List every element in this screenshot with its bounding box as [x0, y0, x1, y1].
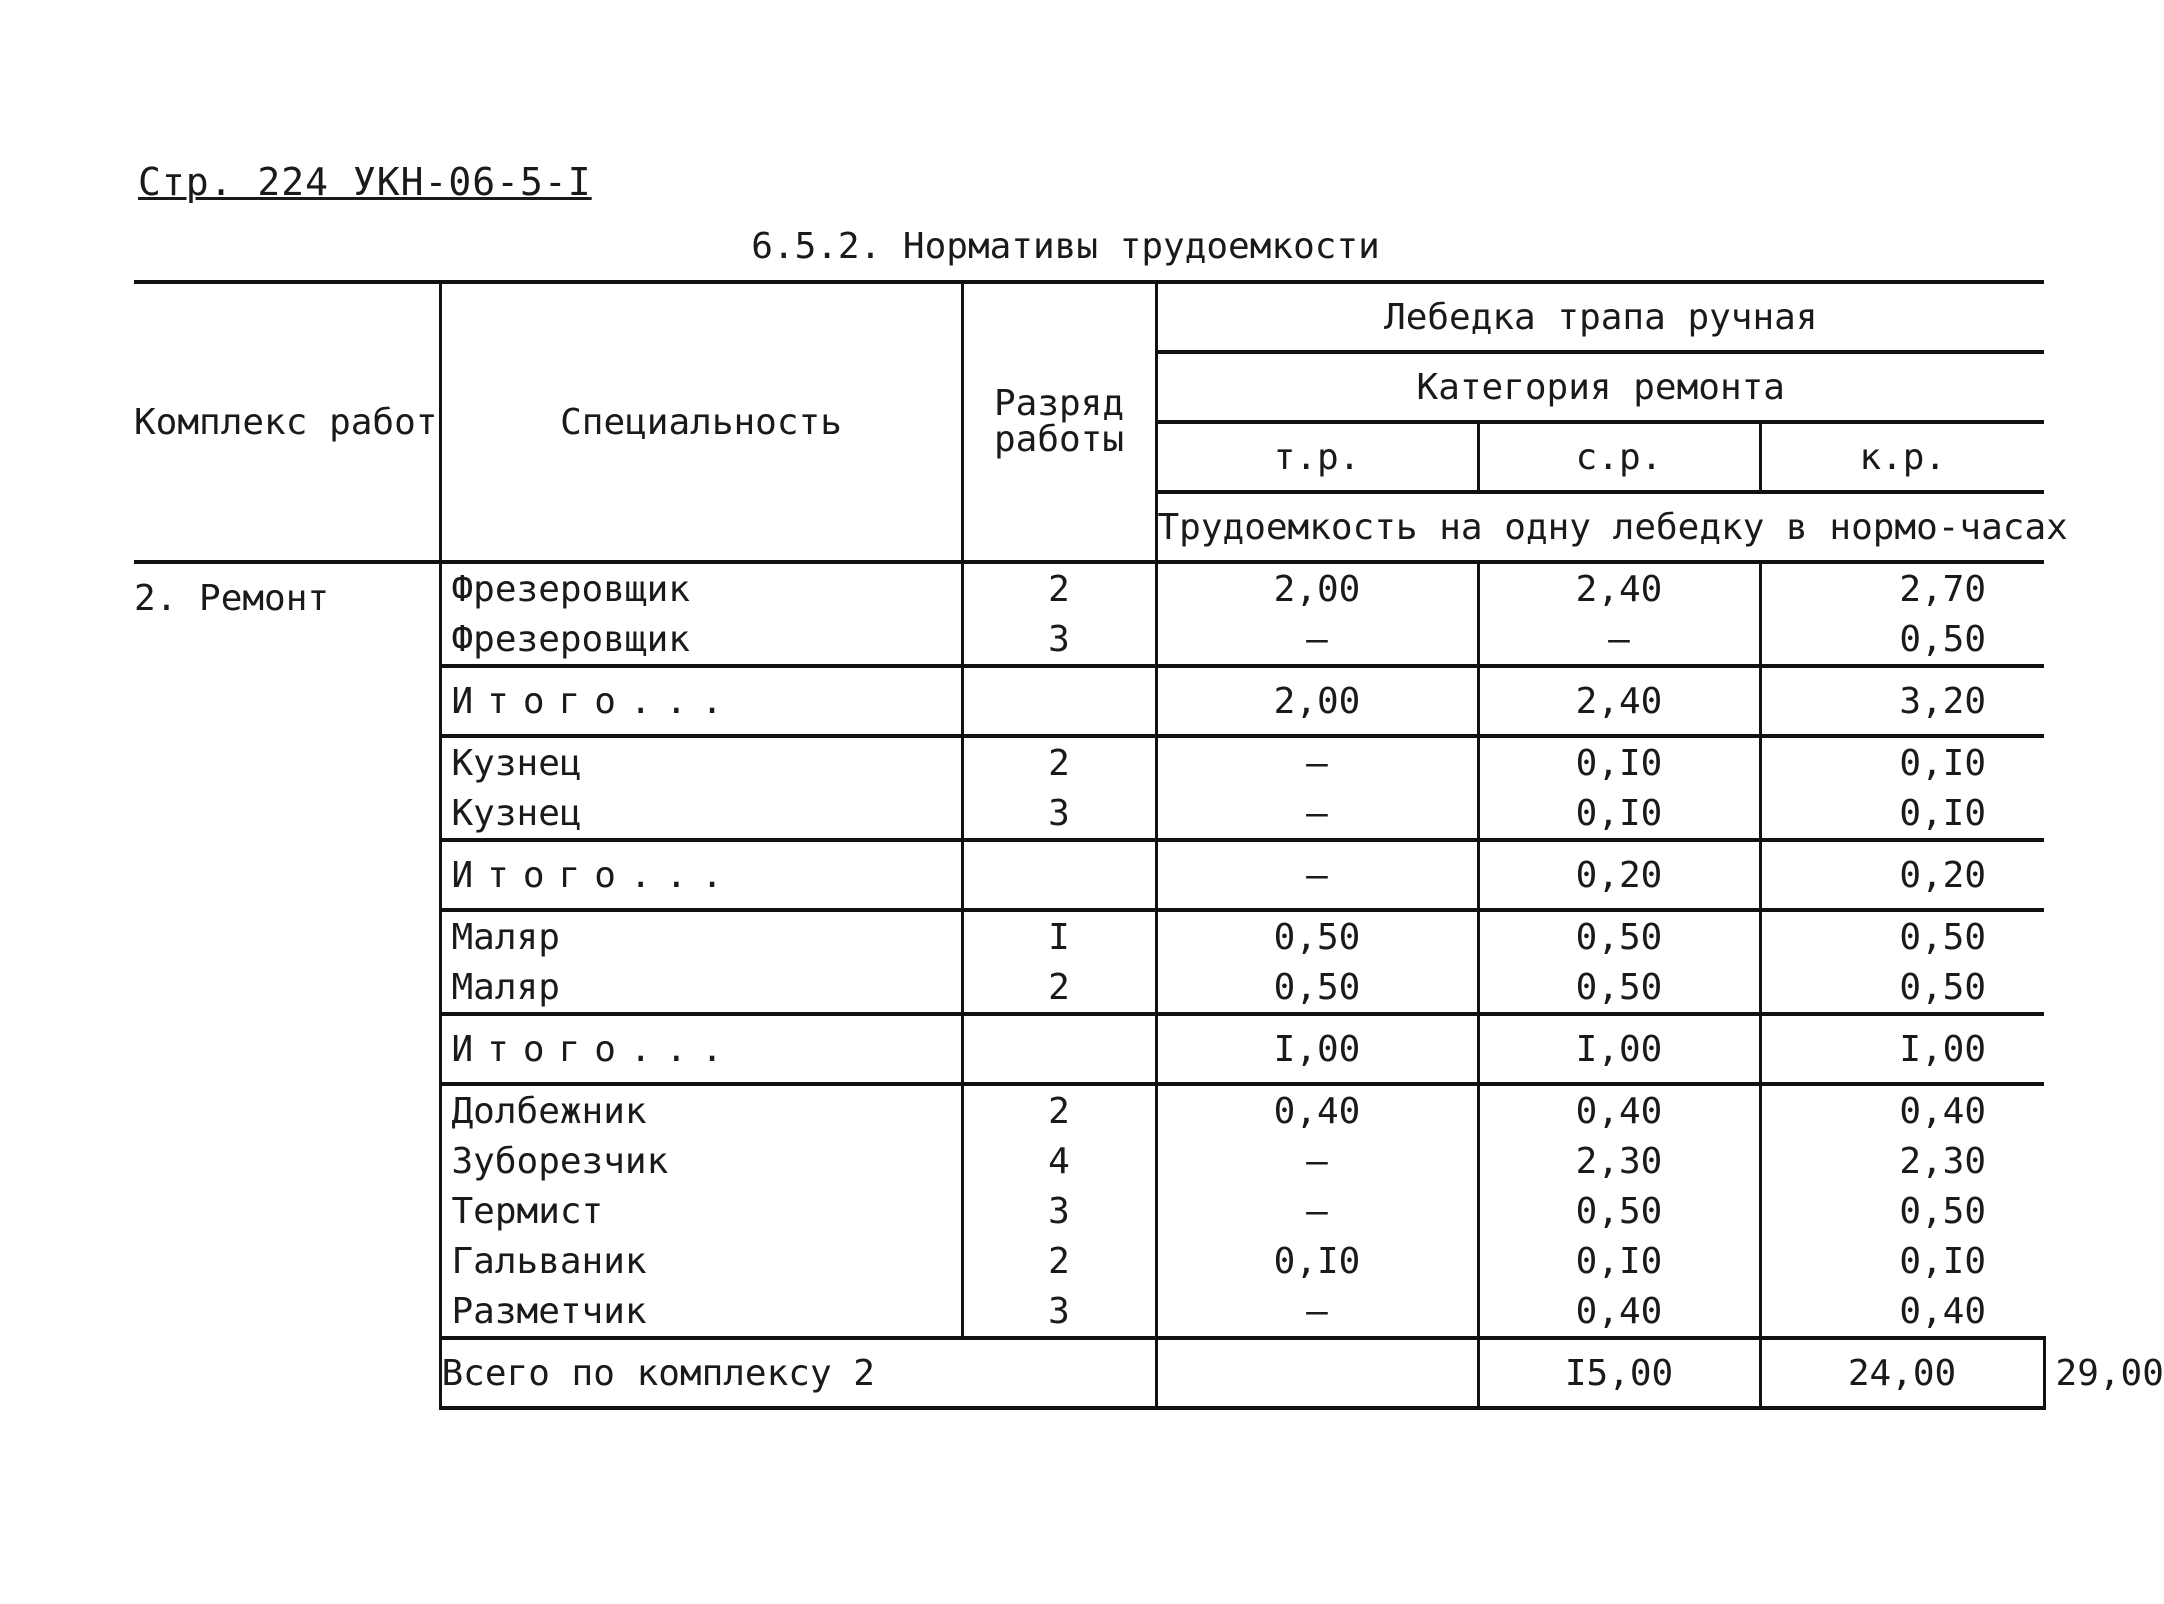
row-sr: 0,I0 — [1478, 1236, 1760, 1286]
row-kr: 0,I0 — [1899, 792, 1987, 834]
row-kr: 2,30 — [1899, 1140, 1987, 1182]
col-header-unit: Трудоемкость на одну лебедку в нормо-часах — [1156, 492, 2044, 562]
row-grade: 3 — [962, 1186, 1156, 1236]
row-tr: 2,00 — [1156, 562, 1478, 614]
subtotal-kr: 0,20 — [1760, 840, 2044, 910]
subtotal-tr: 2,00 — [1156, 666, 1478, 736]
row-grade: 4 — [962, 1136, 1156, 1186]
subtotal-grade-empty — [962, 840, 1156, 910]
row-sr: 0,40 — [1478, 1084, 1760, 1136]
subtotal-label: Итого... — [440, 1014, 962, 1084]
row-grade: 2 — [962, 736, 1156, 788]
row-grade: 3 — [962, 1286, 1156, 1338]
subtotal-sr: I,00 — [1478, 1014, 1760, 1084]
norms-table: Комплекс работ Специальность Разряд работы Лебедка трапа ручная Категория ремонта т.р. с.р. к.р. Трудоемкость на одну лебедку в нормо-часах 2. Ремонт Фрезеровщик 2 2,00 2,40 2,70 Фрезеровщик 3 – – 0,50 Итого... 2,00 2,40 3,20 Кузнец 2 – 0,I0 0,I0 Кузнец 3 – 0,I0 0,I0 Итого... – 0,20 0,20 Маляр I 0,50 0,50 0,50 Маляр 2 0,50 0,50 0,50 Итого... I,00 I,00 I,00 Долбежник 2 0,40 0,40 0,40 Зуборезчик 4 – 2,30 2,30 Термист 3 – 0,50 0,50 Гальваник 2 0,I0 0,I0 0,I0 Разметчик 3 – 0,40 0,40 Всего по комплексу 2 I5,00 24,00 29,00 — [134, 280, 2044, 1410]
col-header-grade — [962, 282, 1156, 562]
row-specialty: Долбежник — [440, 1084, 962, 1136]
col-header-specialty: Специальность — [440, 282, 962, 562]
row-kr: 0,I0 — [1899, 1240, 1987, 1282]
row-kr: 0,50 — [1899, 966, 1987, 1008]
row-tr: – — [1156, 1186, 1478, 1236]
subtotal-grade-empty — [962, 666, 1156, 736]
col-header-complex: Комплекс работ — [134, 282, 440, 562]
row-kr: 0,50 — [1899, 618, 1987, 660]
row-specialty: Гальваник — [440, 1236, 962, 1286]
row-grade: I — [962, 910, 1156, 962]
row-kr: 0,40 — [1899, 1290, 1987, 1332]
row-tr: – — [1156, 614, 1478, 666]
row-tr: – — [1156, 1286, 1478, 1338]
row-sr: 0,I0 — [1478, 736, 1760, 788]
total-label: Всего по комплексу 2 — [440, 1338, 1156, 1408]
complex-name: 2. Ремонт — [134, 562, 440, 1408]
row-sr: 0,50 — [1478, 910, 1760, 962]
row-tr: 0,I0 — [1156, 1236, 1478, 1286]
subtotal-sr: 0,20 — [1478, 840, 1760, 910]
row-grade: 2 — [962, 562, 1156, 614]
row-tr: – — [1156, 736, 1478, 788]
row-specialty: Термист — [440, 1186, 962, 1236]
subtotal-kr: I,00 — [1760, 1014, 2044, 1084]
row-sr: 0,50 — [1478, 962, 1760, 1014]
row-sr: 0,40 — [1478, 1286, 1760, 1338]
row-grade: 2 — [962, 1084, 1156, 1136]
col-header-group: Лебедка трапа ручная — [1156, 282, 2044, 352]
row-kr: 0,50 — [1899, 916, 1987, 958]
subtotal-sr: 2,40 — [1478, 666, 1760, 736]
row-kr: 0,40 — [1899, 1090, 1987, 1132]
page-header: Стр. 224 УКН-06-5-I — [138, 160, 592, 204]
row-sr: 2,30 — [1478, 1136, 1760, 1186]
total-tr: I5,00 — [1478, 1338, 1760, 1408]
total-sr: 24,00 — [1760, 1338, 2044, 1408]
row-specialty: Маляр — [440, 962, 962, 1014]
row-sr: 0,50 — [1478, 1186, 1760, 1236]
row-specialty: Маляр — [440, 910, 962, 962]
subtotal-tr: – — [1156, 840, 1478, 910]
col-header-category: Категория ремонта — [1156, 352, 2044, 422]
row-specialty: Разметчик — [440, 1286, 962, 1338]
row-sr: 0,I0 — [1478, 788, 1760, 840]
col-header-grade-text: Разряд работы — [993, 383, 1125, 460]
row-tr: 0,50 — [1156, 962, 1478, 1014]
row-kr: 0,I0 — [1899, 742, 1987, 784]
row-tr: 0,40 — [1156, 1084, 1478, 1136]
row-specialty: Кузнец — [440, 788, 962, 840]
row-grade: 2 — [962, 962, 1156, 1014]
subtotal-label: Итого... — [440, 840, 962, 910]
col-header-kr: к.р. — [1760, 422, 2044, 492]
row-specialty: Фрезеровщик — [440, 562, 962, 614]
row-kr: 0,50 — [1899, 1190, 1987, 1232]
row-grade: 3 — [962, 614, 1156, 666]
row-grade: 3 — [962, 788, 1156, 840]
table-title: 6.5.2. Нормативы трудоемкости — [751, 226, 1380, 267]
total-grade-empty — [1156, 1338, 1478, 1408]
row-sr: – — [1478, 614, 1760, 666]
subtotal-tr: I,00 — [1156, 1014, 1478, 1084]
row-specialty: Кузнец — [440, 736, 962, 788]
row-tr: 0,50 — [1156, 910, 1478, 962]
subtotal-kr: 3,20 — [1760, 666, 2044, 736]
col-header-tr: т.р. — [1156, 422, 1478, 492]
row-tr: – — [1156, 788, 1478, 840]
subtotal-grade-empty — [962, 1014, 1156, 1084]
row-sr: 2,40 — [1478, 562, 1760, 614]
row-grade: 2 — [962, 1236, 1156, 1286]
row-specialty: Зуборезчик — [440, 1136, 962, 1186]
row-specialty: Фрезеровщик — [440, 614, 962, 666]
col-header-sr: с.р. — [1478, 422, 1760, 492]
row-kr: 2,70 — [1899, 568, 1987, 610]
row-tr: – — [1156, 1136, 1478, 1186]
subtotal-label: Итого... — [440, 666, 962, 736]
